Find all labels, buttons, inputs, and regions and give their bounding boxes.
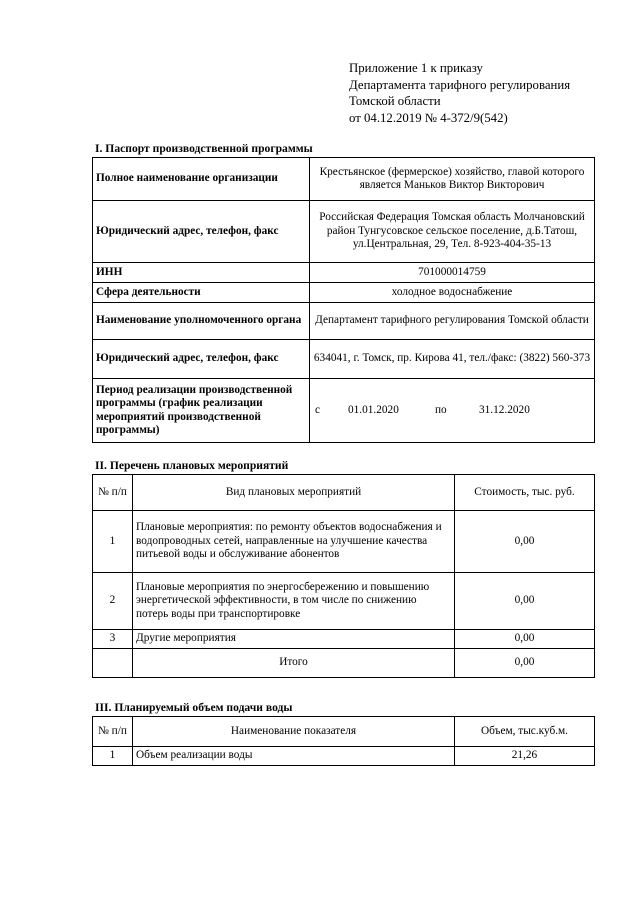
period-value xyxy=(310,379,595,443)
header-volume: Объем, тыс.куб.м. xyxy=(455,717,595,747)
table-row xyxy=(93,747,595,766)
volume-table xyxy=(92,716,595,766)
header-line: от 04.12.2019 № 4-372/9(542) xyxy=(349,110,508,125)
section3-title: III. Планируемый объем подачи воды xyxy=(95,701,293,714)
row-cost: 0,00 xyxy=(455,511,595,573)
period-from-word: с xyxy=(315,403,321,416)
order-appendix-header xyxy=(349,60,570,126)
total-row xyxy=(93,649,595,678)
table-header-row xyxy=(93,717,595,747)
header-line: Приложение 1 к приказу xyxy=(349,61,483,75)
period-label: Период реализации производственной программы (график реализации мероприятий производственной программы) xyxy=(93,379,310,443)
section1-title: I. Паспорт производственной программы xyxy=(95,142,313,155)
table-row xyxy=(93,303,595,340)
header-line: Томской области xyxy=(349,94,441,108)
row-value: Департамент тарифного регулирования Томской области xyxy=(310,303,595,340)
table-row xyxy=(93,379,595,443)
table-row xyxy=(93,340,595,379)
measures-table xyxy=(92,474,595,678)
row-label: Юридический адрес, телефон, факс xyxy=(93,201,310,263)
row-value: Крестьянское (фермерское) хозяйство, главой которого является Маньков Виктор Викторович xyxy=(310,158,595,201)
row-num: 1 xyxy=(93,747,133,766)
table-row xyxy=(93,201,595,263)
row-label: Наименование уполномоченного органа xyxy=(93,303,310,340)
header-num: № п/п xyxy=(93,717,133,747)
header-num: № п/п xyxy=(93,475,133,511)
table-row xyxy=(93,158,595,201)
table-header-row xyxy=(93,475,595,511)
period-to-word: по xyxy=(435,403,447,416)
row-label: ИНН xyxy=(93,263,310,283)
passport-table xyxy=(92,157,595,443)
section2-title: II. Перечень плановых мероприятий xyxy=(95,459,289,472)
row-label: Сфера деятельности xyxy=(93,283,310,303)
row-value: 701000014759 xyxy=(310,263,595,283)
header-name: Вид плановых мероприятий xyxy=(133,475,455,511)
row-num: 1 xyxy=(93,511,133,573)
header-line: Департамента тарифного регулирования xyxy=(349,77,571,92)
row-num: 2 xyxy=(93,573,133,630)
table-row xyxy=(93,263,595,283)
period-from-date: 01.01.2020 xyxy=(348,403,399,416)
row-name: Плановые мероприятия по энергосбережению и повышению энергетической эффективности, в том числе по снижению потерь воды при транспортировке xyxy=(133,573,455,630)
table-row xyxy=(93,511,595,573)
row-value: 634041, г. Томск, пр. Кирова 41, тел./факс: (3822) 560-373 xyxy=(310,340,595,379)
header-cost: Стоимость, тыс. руб. xyxy=(455,475,595,511)
header-name: Наименование показателя xyxy=(133,717,455,747)
table-row xyxy=(93,630,595,649)
row-label: Юридический адрес, телефон, факс xyxy=(93,340,310,379)
total-label: Итого xyxy=(133,649,455,678)
row-name: Объем реализации воды xyxy=(133,747,455,766)
row-value: холодное водоснабжение xyxy=(310,283,595,303)
row-num: 3 xyxy=(93,630,133,649)
total-empty-cell xyxy=(93,649,133,678)
row-label: Полное наименование организации xyxy=(93,158,310,201)
row-cost: 0,00 xyxy=(455,573,595,630)
row-cost: 0,00 xyxy=(455,630,595,649)
row-value: Российская Федерация Томская область Молчановский район Тунгусовское сельское поселение, д.Б.Татош, ул.Центральная, 29, Тел. 8-923-404-35-13 xyxy=(310,201,595,263)
row-name: Плановые мероприятия: по ремонту объектов водоснабжения и водопроводных сетей, направленные на улучшение качества питьевой воды и обслуживание абонентов xyxy=(133,511,455,573)
table-row xyxy=(93,573,595,630)
row-name: Другие мероприятия xyxy=(133,630,455,649)
table-row xyxy=(93,283,595,303)
period-to-date: 31.12.2020 xyxy=(479,403,530,416)
row-volume: 21,26 xyxy=(455,747,595,766)
total-value: 0,00 xyxy=(455,649,595,678)
